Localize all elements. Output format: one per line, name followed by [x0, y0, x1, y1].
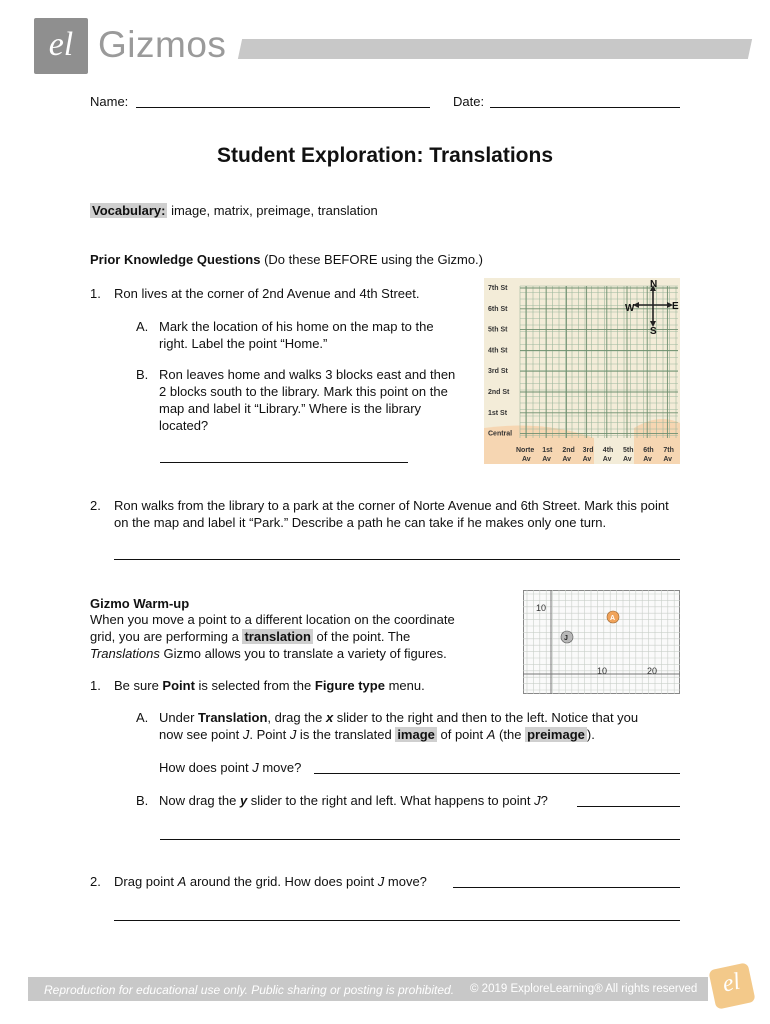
b-y: y: [239, 793, 248, 808]
explorelearning-logo: [34, 18, 88, 74]
street-label: 5th St: [488, 326, 508, 334]
prior-q1b-letter: B.: [136, 367, 149, 382]
prior-heading: Prior Knowledge Questions: [90, 252, 261, 267]
q1-mid: is selected from the: [194, 678, 315, 693]
drag-a-answer-line-2[interactable]: [114, 906, 680, 921]
b-mid: slider to the right and left. What happens to point: [247, 793, 535, 808]
point-j-y-answer-line[interactable]: [577, 792, 680, 807]
warmup-line1: When you move a point to a different location on the coordinate: [90, 612, 455, 627]
warmup-q2-text: [114, 873, 427, 890]
a-rest: slider to the right and then to the left. Notice that you: [333, 710, 639, 725]
warmup-q2-number: 2.: [90, 874, 101, 889]
prior-note: (Do these BEFORE using the Gizmo.): [260, 252, 483, 267]
prior-q1b-text: Ron leaves home and walks 3 blocks east and then 2 blocks south to the library. Mark this point on the map and label it “Library.” Where is the library located?: [159, 367, 456, 433]
q2-mid: around the grid. How does point: [186, 874, 378, 889]
prior-q2-text: Ron walks from the library to a park at the corner of Norte Avenue and 6th Street. Mark this point on the map and label it “Park.” Describe a path he can take if he makes only one turn.: [114, 498, 669, 530]
warmup-line3-post: Gizmo allows you to translate a variety of figures.: [159, 646, 447, 661]
name-field[interactable]: [136, 93, 430, 108]
street-label: 4th St: [488, 347, 508, 355]
prior-q2-number: 2.: [90, 498, 101, 513]
prior-q1-text: Ron lives at the corner of 2nd Avenue and 4th Street.: [114, 286, 420, 301]
q2-post: move?: [384, 874, 427, 889]
avenue-label-suffix: Av: [582, 456, 592, 463]
warmup-q1-text: [114, 677, 425, 694]
header-bar: [238, 39, 752, 59]
b-end: ?: [540, 793, 548, 808]
prior-q1a-letter: A.: [136, 319, 149, 334]
street-label: 6th St: [488, 305, 508, 313]
avenue-label-suffix: Av: [643, 456, 652, 463]
point-a-label: A: [610, 615, 616, 622]
avenue-label: 6th: [643, 447, 654, 454]
vocabulary-line: [90, 202, 378, 219]
warmup-a-line2: [159, 726, 595, 743]
compass-s: S: [650, 326, 657, 337]
library-answer-line[interactable]: [160, 448, 408, 463]
a-translation: Translation: [198, 710, 268, 725]
a-x: x: [325, 710, 334, 725]
b-pre: Now drag the: [159, 793, 240, 808]
translation-term: translation: [244, 629, 311, 644]
warmup-heading: Gizmo Warm-up: [90, 596, 190, 611]
point-j-y-answer-line-2[interactable]: [160, 825, 680, 840]
park-path-answer-line[interactable]: [114, 545, 680, 560]
avenue-label: 3rd: [582, 447, 594, 454]
avenue-label: 1st: [542, 447, 553, 454]
avenue-label: 7th: [663, 447, 674, 454]
avenue-label-suffix: Av: [522, 456, 531, 463]
a2-end: ).: [586, 727, 595, 742]
warmup-b-text: [159, 792, 548, 809]
avenue-label: 4th: [602, 447, 614, 454]
image-term: image: [397, 727, 435, 742]
aq-pre: How does point: [159, 760, 253, 775]
q2-a: A: [177, 874, 187, 889]
warmup-line2-pre: grid, you are performing a: [90, 629, 243, 644]
vocabulary-terms: image, matrix, preimage, translation: [167, 203, 378, 218]
y-tick-label: 10: [536, 603, 547, 613]
gizmo-name: Translations: [90, 646, 160, 661]
warmup-b-letter: B.: [136, 793, 149, 808]
avenue-label-suffix: Av: [542, 456, 551, 463]
x-tick-label-10: 10: [597, 666, 608, 676]
street-label: 1st St: [488, 409, 508, 417]
drag-a-answer-line[interactable]: [453, 873, 680, 888]
brand-name: Gizmos: [98, 24, 227, 65]
q1-pre: Be sure: [114, 678, 163, 693]
warmup-line2: [90, 628, 410, 645]
street-map[interactable]: [484, 278, 680, 464]
avenue-label-suffix: Av: [623, 456, 632, 463]
q2-j: J: [377, 874, 385, 889]
warmup-a-line1: [159, 709, 638, 726]
warmup-line3: [90, 645, 447, 662]
a2-a: A: [486, 727, 496, 742]
avenue-label: Norte: [516, 447, 535, 454]
warmup-line2-post: of the point. The: [312, 629, 411, 644]
footer-copyright: © 2019 ExploreLearning® All rights reserved: [470, 983, 698, 995]
q1-figure-type: Figure type: [314, 678, 385, 693]
name-label: Name:: [90, 94, 129, 109]
street-label: 3rd St: [488, 368, 508, 376]
q2-pre: Drag point: [114, 874, 178, 889]
a2-pre: now see point: [159, 727, 243, 742]
vocabulary-label: Vocabulary:: [92, 203, 166, 218]
b-j: J: [534, 793, 541, 808]
street-label: 2nd St: [488, 389, 510, 396]
x-tick-label-20: 20: [647, 666, 658, 676]
compass-n: N: [650, 279, 658, 290]
page-title: Student Exploration: Translations: [216, 144, 554, 167]
warmup-a-letter: A.: [136, 710, 149, 725]
q1-post: menu.: [384, 678, 425, 693]
avenue-label-suffix: Av: [562, 456, 572, 463]
a2-j1: J: [242, 727, 250, 742]
warmup-q1-number: 1.: [90, 678, 101, 693]
avenue-label-suffix: Av: [663, 456, 673, 463]
avenue-label-suffix: Av: [602, 456, 612, 463]
point-j-label: J: [564, 635, 568, 642]
prior-heading-line: [90, 251, 483, 268]
a-drag: , drag the: [267, 710, 326, 725]
date-field[interactable]: [490, 93, 680, 108]
grid-frame: [524, 591, 680, 694]
prior-q1a-text: Mark the location of his home on the map to the right. Label the point “Home.”: [159, 319, 434, 351]
a2-mid2: is the translated: [296, 727, 396, 742]
a2-mid: . Point: [249, 727, 290, 742]
map-shaded-region-right: [634, 419, 680, 464]
a2-j2: J: [289, 727, 297, 742]
avenue-label: 2nd: [562, 447, 575, 454]
date-label: Date:: [453, 94, 485, 109]
aq-post: move?: [258, 760, 302, 775]
footer-logo: [708, 962, 755, 1009]
street-label: 7th St: [488, 285, 508, 292]
aq-j: J: [252, 760, 259, 775]
compass-w: W: [625, 303, 635, 314]
avenue-label: 5th: [623, 447, 634, 454]
a-under: Under: [159, 710, 199, 725]
a2-mid3: of point: [436, 727, 487, 742]
q1-point: Point: [162, 678, 195, 693]
coordinate-grid[interactable]: [523, 590, 680, 694]
street-label: Central: [488, 430, 513, 438]
a2-mid4: (the: [495, 727, 526, 742]
compass-e: E: [672, 301, 679, 312]
point-j-x-answer-line[interactable]: [314, 759, 680, 774]
preimage-term: preimage: [527, 727, 585, 742]
footer-logo-mark: el: [720, 968, 743, 998]
prior-q1-number: 1.: [90, 286, 101, 301]
warmup-a-question: [159, 759, 301, 776]
footer-notice: Reproduction for educational use only. Public sharing or posting is prohibited.: [44, 983, 455, 997]
logo-mark: el: [48, 26, 74, 63]
